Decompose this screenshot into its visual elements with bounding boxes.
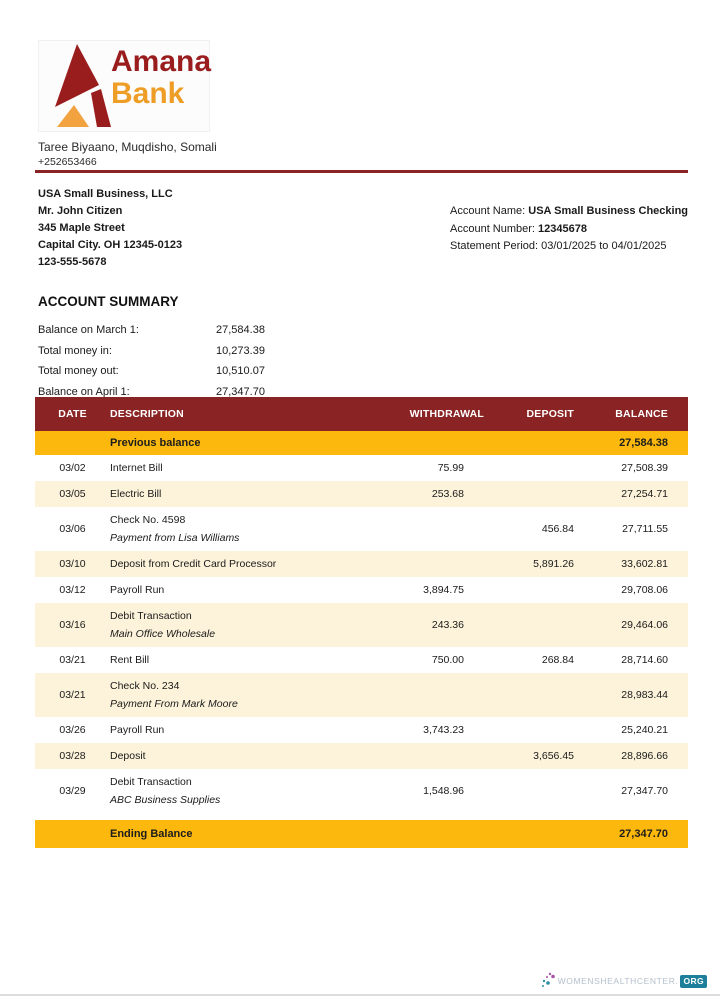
account-name-label: Account Name: (450, 205, 529, 217)
customer-line: USA Small Business, LLC (38, 188, 173, 200)
transaction-balance: 27,254.71 (580, 481, 688, 507)
watermark (541, 972, 707, 990)
account-number-label: Account Number: (450, 222, 539, 235)
transaction-description-main: Rent Bill (110, 654, 150, 666)
transaction-description (110, 455, 390, 481)
account-name-value: USA Small Business Checking (528, 205, 689, 217)
transaction-row (35, 769, 688, 813)
transaction-deposit (490, 717, 580, 743)
transaction-date: 03/05 (35, 481, 110, 507)
transaction-date: 03/06 (35, 507, 110, 551)
transaction-description (110, 743, 390, 769)
transaction-withdrawal: 75.99 (390, 455, 490, 481)
customer-address-block (38, 186, 182, 271)
transaction-date: 03/28 (35, 743, 110, 769)
transaction-description-main: Check No. 4598 (110, 514, 186, 526)
column-header-description: DESCRIPTION (110, 397, 390, 431)
transaction-balance: 27,508.39 (580, 455, 688, 481)
transaction-description (110, 603, 390, 647)
transaction-date: 03/16 (35, 603, 110, 647)
summary-value: 27,584.38 (216, 324, 265, 336)
transaction-balance: 28,983.44 (580, 673, 688, 717)
transaction-deposit (490, 769, 580, 813)
summary-label: Total money out: (38, 365, 119, 377)
transaction-balance: 29,708.06 (580, 577, 688, 603)
transaction-description-note: Payment From Mark Moore (110, 698, 238, 710)
ending-balance-row (35, 820, 688, 848)
transaction-row (35, 717, 688, 743)
transaction-date: 03/29 (35, 769, 110, 813)
transactions-table (35, 397, 688, 848)
account-summary (38, 320, 306, 402)
account-summary-title: ACCOUNT SUMMARY (38, 294, 179, 309)
summary-row (38, 320, 306, 341)
transaction-description-main: Deposit (110, 750, 146, 762)
transactions-body (35, 397, 688, 848)
transaction-balance: 33,602.81 (580, 551, 688, 577)
transaction-withdrawal: 3,894.75 (390, 577, 490, 603)
amana-triangle-icon (49, 43, 111, 131)
account-info-block (450, 203, 688, 256)
summary-label: Total money in: (38, 344, 112, 357)
transaction-description-note: ABC Business Supplies (110, 794, 221, 806)
bank-name-line2: Bank (111, 77, 185, 110)
transaction-date: 03/10 (35, 551, 110, 577)
transaction-deposit (490, 577, 580, 603)
transaction-row (35, 551, 688, 577)
transaction-withdrawal (390, 507, 490, 551)
transaction-row (35, 481, 688, 507)
transaction-deposit (490, 673, 580, 717)
previous-balance-label: Previous balance (110, 431, 390, 455)
ending-balance-value: 27,347.70 (580, 820, 688, 848)
transaction-withdrawal (390, 743, 490, 769)
transaction-withdrawal: 253.68 (390, 481, 490, 507)
transactions-table-wrap (35, 397, 688, 848)
transaction-withdrawal (390, 673, 490, 717)
table-spacer (35, 813, 688, 820)
transaction-row (35, 577, 688, 603)
summary-row (38, 361, 306, 382)
table-header-row (35, 397, 688, 431)
statement-period-label: Statement Period: (450, 240, 542, 252)
transaction-description-main: Payroll Run (110, 724, 165, 736)
transaction-balance: 28,896.66 (580, 743, 688, 769)
transaction-deposit: 268.84 (490, 647, 580, 673)
transaction-withdrawal: 1,548.96 (390, 769, 490, 813)
watermark-org-badge: ORG (680, 975, 707, 988)
customer-line: 123-555-5678 (38, 256, 107, 268)
column-header-deposit: DEPOSIT (490, 397, 580, 431)
transaction-balance: 29,464.06 (580, 603, 688, 647)
bank-name (111, 47, 211, 109)
transaction-description (110, 577, 390, 603)
transaction-description-main: Electric Bill (110, 488, 162, 500)
column-header-date: DATE (35, 397, 110, 431)
footer-divider (0, 994, 720, 996)
transaction-deposit: 3,656.45 (490, 743, 580, 769)
watermark-text: WOMENSHEALTHCENTER. (557, 976, 679, 986)
transaction-description (110, 481, 390, 507)
transaction-date: 03/21 (35, 647, 110, 673)
summary-label: Balance on March 1: (38, 324, 139, 336)
transaction-description (110, 507, 390, 551)
transaction-description-main: Debit Transaction (110, 776, 192, 788)
customer-line: Capital City. OH 12345-0123 (38, 239, 183, 251)
bank-name-line1: Amana (111, 45, 212, 78)
transaction-description (110, 717, 390, 743)
summary-value: 10,510.07 (216, 365, 265, 377)
transaction-withdrawal: 3,743.23 (390, 717, 490, 743)
transaction-description-main: Deposit from Credit Card Processor (110, 558, 277, 570)
transaction-balance: 25,240.21 (580, 717, 688, 743)
column-header-balance: BALANCE (580, 397, 688, 431)
watermark-dots-icon (541, 972, 556, 990)
previous-balance-row (35, 431, 688, 455)
transaction-description (110, 551, 390, 577)
transaction-description (110, 769, 390, 813)
transaction-description-main: Payroll Run (110, 584, 165, 596)
transaction-withdrawal (390, 551, 490, 577)
transaction-description-main: Debit Transaction (110, 610, 192, 622)
transaction-deposit (490, 455, 580, 481)
customer-line: 345 Maple Street (38, 222, 125, 234)
transaction-date: 03/02 (35, 455, 110, 481)
transaction-description (110, 647, 390, 673)
transaction-deposit: 5,891.26 (490, 551, 580, 577)
summary-row (38, 341, 306, 362)
bank-address: Taree Biyaano, Muqdisho, Somali (38, 140, 217, 154)
transaction-row (35, 507, 688, 551)
bank-logo (38, 40, 210, 132)
summary-value: 27,347.70 (216, 385, 265, 398)
transaction-withdrawal: 243.36 (390, 603, 490, 647)
transaction-withdrawal: 750.00 (390, 647, 490, 673)
transaction-description-note: Main Office Wholesale (110, 628, 216, 640)
previous-balance-value: 27,584.38 (580, 431, 688, 455)
transaction-balance: 27,347.70 (580, 769, 688, 813)
column-header-withdrawal: WITHDRAWAL (390, 397, 490, 431)
transaction-balance: 28,714.60 (580, 647, 688, 673)
transaction-row (35, 455, 688, 481)
transaction-row (35, 647, 688, 673)
transaction-deposit (490, 603, 580, 647)
summary-label: Balance on April 1: (38, 385, 130, 398)
transaction-description (110, 673, 390, 717)
account-number-row (450, 221, 688, 239)
transaction-row (35, 603, 688, 647)
statement-period-row (450, 238, 688, 256)
transaction-description-note: Payment from Lisa Williams (110, 532, 240, 544)
bank-phone: +252653466 (38, 156, 97, 168)
transaction-date: 03/26 (35, 717, 110, 743)
bank-logo-icon (49, 43, 111, 136)
transaction-description-main: Internet Bill (110, 462, 163, 474)
transaction-row (35, 673, 688, 717)
summary-value: 10,273.39 (216, 344, 265, 357)
transaction-date: 03/21 (35, 673, 110, 717)
account-name-row (450, 203, 688, 221)
customer-line: Mr. John Citizen (38, 205, 123, 217)
transaction-deposit (490, 481, 580, 507)
transaction-row (35, 743, 688, 769)
transaction-deposit: 456.84 (490, 507, 580, 551)
transaction-date: 03/12 (35, 577, 110, 603)
transaction-balance: 27,711.55 (580, 507, 688, 551)
header-divider (35, 170, 688, 173)
account-number-value: 12345678 (538, 222, 587, 235)
ending-balance-label: Ending Balance (110, 820, 390, 848)
transaction-description-main: Check No. 234 (110, 680, 180, 692)
statement-period-value: 03/01/2025 to 04/01/2025 (541, 240, 667, 252)
